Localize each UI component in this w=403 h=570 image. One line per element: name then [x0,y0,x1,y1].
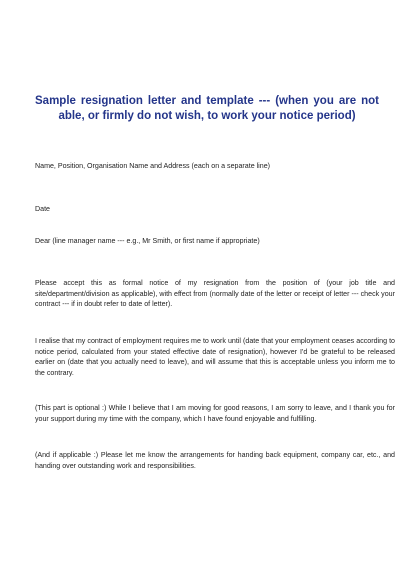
date-paragraph: Date [35,205,50,213]
notice-paragraph: Please accept this as formal notice of my resignation from the position of (your job title and site/department/division as applicable), with effect from (normally date of the letter or receipt of letter --- check your contract --- if in doubt refer to date of letter). [35,279,395,309]
handover-paragraph: (And if applicable :) Please let me know the arrangements for handing back equipment, company car, etc., and handing over outstanding work and responsibilities. [35,451,395,470]
sender-details-paragraph: Name, Position, Organisation Name and Address (each on a separate line) [35,162,271,170]
letter-title: Sample resignation letter and template --- (when you are not able, or firmly do not wish, to work your notice period) [35,95,379,122]
optional-thanks-paragraph: (This part is optional :) While I believe that I am moving for good reasons, I am sorry to leave, and I thank you for your support during my time with the company, which I have found enjoyable and fulfilling. [35,404,395,423]
salutation-paragraph: Dear (line manager name --- e.g., Mr Smith, or first name if appropriate) [35,237,260,245]
notice-period-paragraph: I realise that my contract of employment requires me to work until (date that your employment ceases according to notice period, calculated from your stated effective date of resignation), however I'd be grateful to be released earlier on (date that you actually need to leave), and will assume that this is acceptable unless you inform me to the contrary. [35,337,395,377]
